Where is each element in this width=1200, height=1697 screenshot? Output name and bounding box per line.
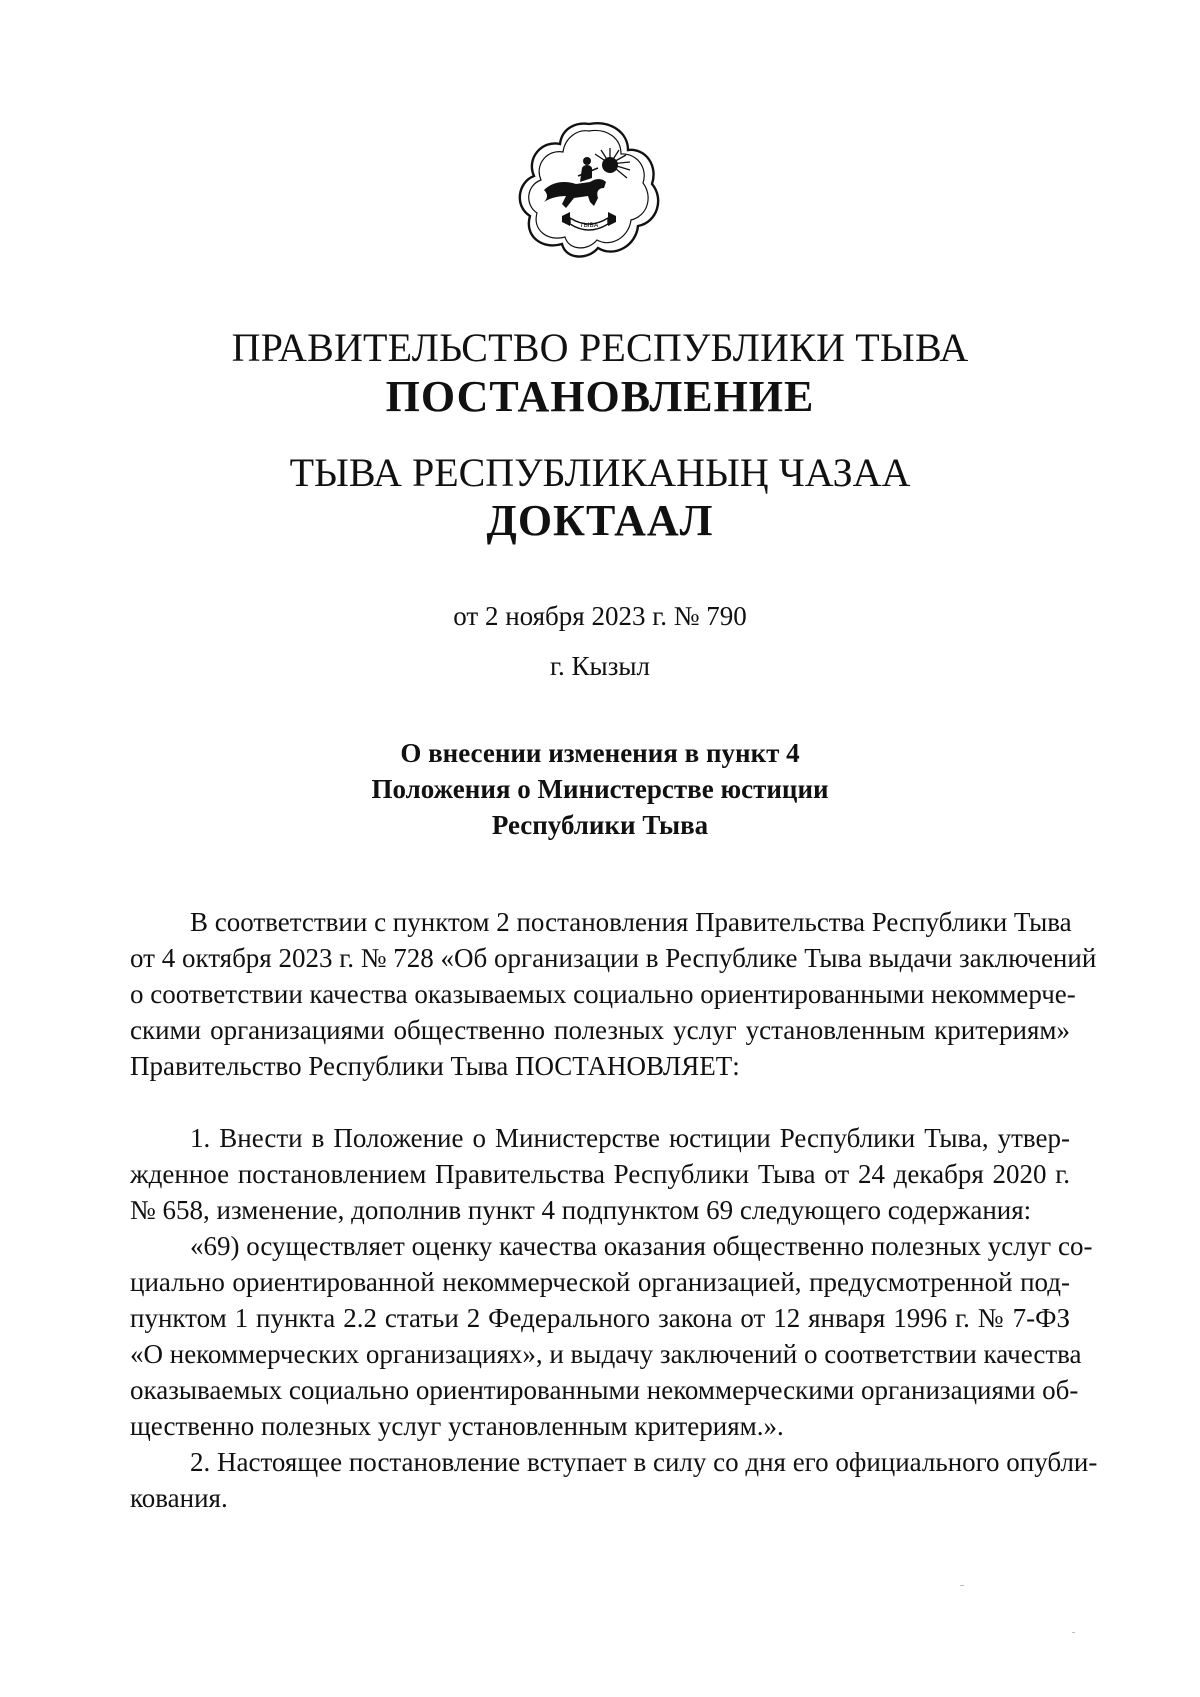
date-and-number: от 2 ноября 2023 г. № 790 [453, 601, 747, 631]
act-type-ru: ПОСТАНОВЛЕНИЕ [385, 372, 815, 421]
preamble-line: Правительство Республики Тыва ПОСТАНОВЛЯЕТ: [130, 1051, 740, 1081]
document-title-line: Республики Тыва [491, 810, 709, 840]
item-1-line: 1. Внести в Положение о Министерстве юстиции Республики Тыва, утвер- [190, 1123, 1070, 1153]
city: г. Кызыл [550, 651, 650, 681]
act-type-tuvan: ДОКТААЛ [486, 496, 714, 545]
government-name-tuvan: ТЫВА РЕСПУБЛИКАНЫҢ ЧАЗАА [289, 450, 911, 495]
document-title-line: Положения о Министерстве юстиции [371, 774, 829, 804]
subitem-69-line: циально ориентированной некоммерческой организацией, предусмотренной под- [130, 1267, 1070, 1297]
emblem-inscription: ТЫВА [579, 221, 599, 229]
item-2-line: кования. [130, 1483, 228, 1513]
scan-speck [1072, 1632, 1075, 1633]
item-1-line: жденное постановлением Правительства Республики Тыва от 24 декабря 2020 г. [130, 1159, 1070, 1189]
item-2-line: 2. Настоящее постановление вступает в силу со дня его официального опубли- [190, 1447, 1098, 1477]
preamble-line: В соответствии с пунктом 2 постановления Правительства Республики Тыва [190, 907, 1072, 937]
preamble-line: о соответствии качества оказываемых социально ориентированными некоммерче- [130, 979, 1076, 1009]
preamble-line: от 4 октября 2023 г. № 728 «Об организации в Республике Тыва выдачи заключений [130, 943, 1097, 973]
subitem-69-line: «О некоммерческих организациях», и выдачу заключений о соответствии качества [130, 1339, 1082, 1369]
subitem-69-line: «69) осуществляет оценку качества оказания общественно полезных услуг со- [190, 1231, 1093, 1261]
scan-speck [960, 1585, 964, 1586]
document-title-line: О внесении изменения в пункт 4 [400, 738, 800, 768]
tuva-coat-of-arms-icon [518, 118, 660, 260]
subitem-69-line: пунктом 1 пункта 2.2 статьи 2 Федерального закона от 12 января 1996 г. № 7-ФЗ [130, 1303, 1070, 1333]
subitem-69-line: щественно полезных услуг установленным критериям.». [130, 1411, 784, 1441]
preamble-line: скими организациями общественно полезных услуг установленным критериям» [130, 1015, 1070, 1045]
subitem-69-line: оказываемых социально ориентированными некоммерческими организациями об- [130, 1375, 1079, 1405]
government-name-ru: ПРАВИТЕЛЬСТВО РЕСПУБЛИКИ ТЫВА [231, 325, 969, 370]
item-1-line: № 658, изменение, дополнив пункт 4 подпунктом 69 следующего содержания: [130, 1195, 1032, 1225]
